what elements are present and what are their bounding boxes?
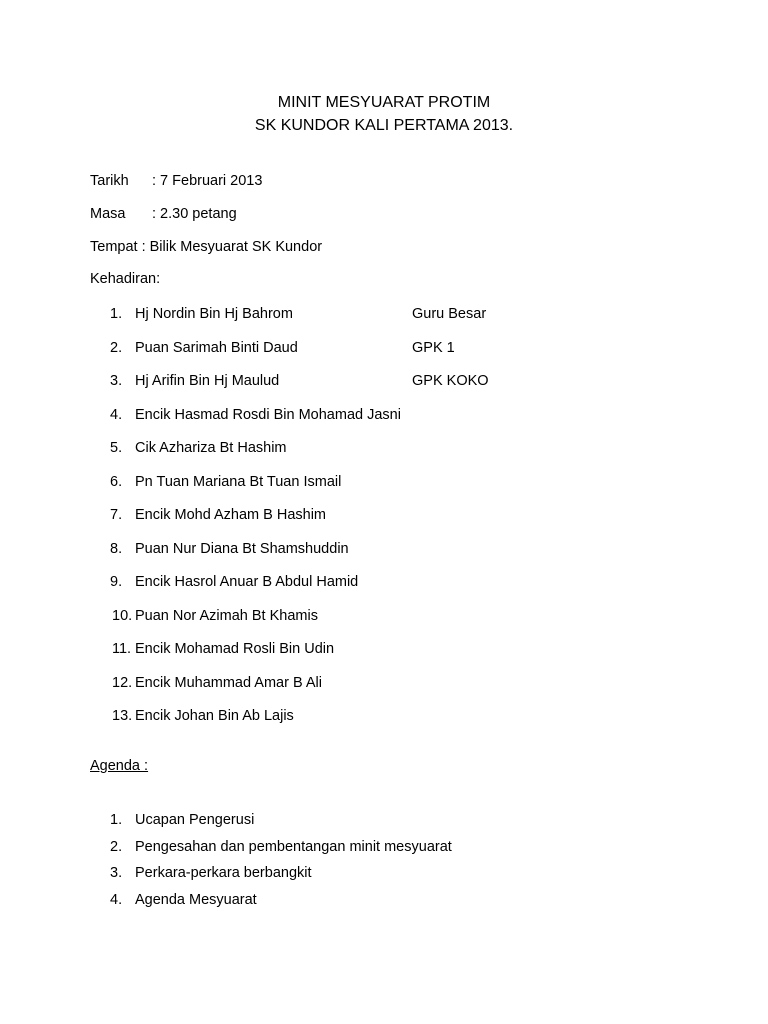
meta-tempat-value: : Bilik Mesyuarat SK Kundor [141,239,323,255]
attendee-number: 3. [110,373,123,389]
meta-tarikh-value: : 7 Februari 2013 [152,173,263,189]
meta-tarikh [90,173,262,190]
attendee-number: 7. [110,507,123,523]
attendee-role: GPK KOKO [412,373,489,389]
agenda-number: 2. [110,839,123,855]
attendee-name: Encik Johan Bin Ab Lajis [135,708,294,724]
attendee-name: Pn Tuan Mariana Bt Tuan Ismail [135,474,342,490]
agenda-text: Ucapan Pengerusi [135,812,255,828]
attendee-number: 9. [110,574,123,590]
agenda-number: 4. [110,892,123,908]
attendee-number: 10. [112,608,133,624]
agenda-text: Pengesahan dan pembentangan minit mesyuarat [135,839,452,855]
attendee-number: 1. [110,306,123,322]
agenda-text: Agenda Mesyuarat [135,892,257,908]
agenda-number: 1. [110,812,123,828]
attendee-name: Hj Arifin Bin Hj Maulud [135,373,280,389]
attendee-number: 6. [110,474,123,490]
attendee-number: 11. [112,641,132,657]
agenda-text: Perkara-perkara berbangkit [135,865,312,881]
attendee-name: Encik Hasmad Rosdi Bin Mohamad Jasni [135,407,401,423]
attendee-role: Guru Besar [412,306,487,322]
meta-tempat-label: Tempat [90,239,138,255]
attendee-name: Encik Mohamad Rosli Bin Udin [135,641,335,657]
attendee-name: Puan Nor Azimah Bt Khamis [135,608,318,624]
attendee-number: 8. [110,541,123,557]
attendee-number: 4. [110,407,123,423]
agenda-label: Agenda : [90,758,149,774]
agenda-number: 3. [110,865,123,881]
attendee-role: GPK 1 [412,340,455,356]
attendee-name: Encik Hasrol Anuar B Abdul Hamid [135,574,359,590]
attendee-number: 12. [112,675,133,691]
kehadiran-label: Kehadiran: [90,271,161,287]
meta-tarikh-label: Tarikh [90,173,129,189]
attendee-name: Encik Mohd Azham B Hashim [135,507,326,523]
document-title-line2: SK KUNDOR KALI PERTAMA 2013. [254,117,514,134]
attendee-number: 5. [110,440,123,456]
meta-masa [90,206,237,223]
attendee-name: Puan Sarimah Binti Daud [135,340,298,356]
attendee-name: Hj Nordin Bin Hj Bahrom [135,306,293,322]
attendee-name: Puan Nur Diana Bt Shamshuddin [135,541,349,557]
meta-masa-value: : 2.30 petang [152,206,237,222]
attendee-name: Encik Muhammad Amar B Ali [135,675,322,691]
meta-tempat [90,239,322,256]
attendee-name: Cik Azhariza Bt Hashim [135,440,287,456]
document-title-line1: MINIT MESYUARAT PROTIM [277,94,491,111]
attendee-number: 13. [112,708,133,724]
attendee-number: 2. [110,340,123,356]
meta-masa-label: Masa [90,206,126,222]
